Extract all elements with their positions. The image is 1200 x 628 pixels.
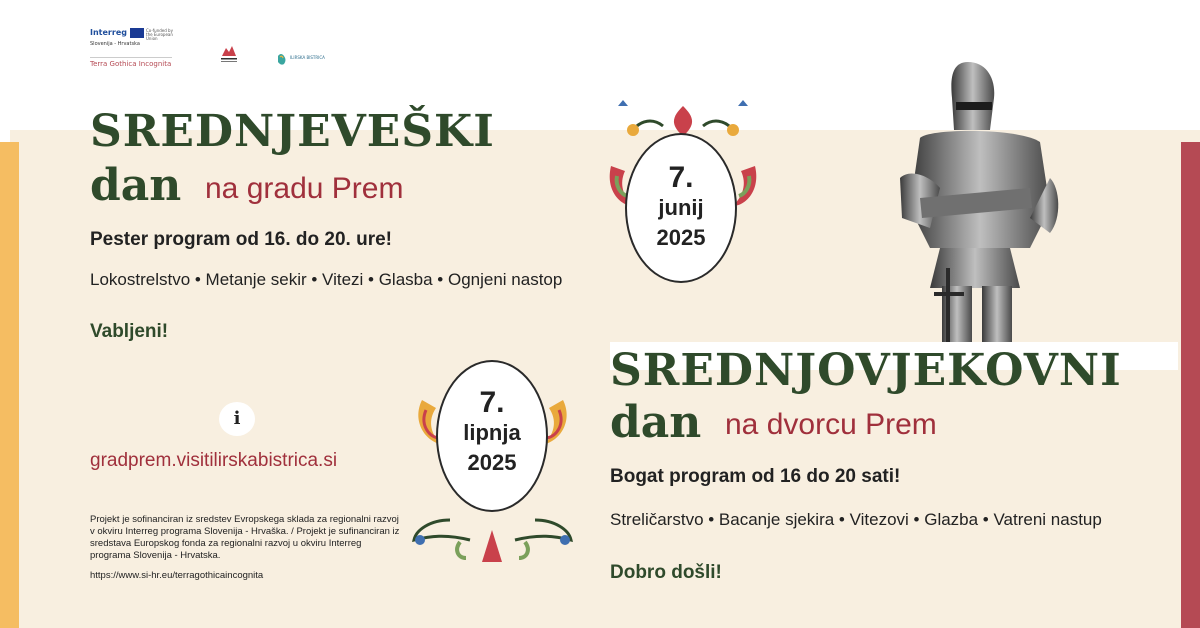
knight-armor-image	[890, 58, 1065, 343]
left-accent-bar	[0, 142, 19, 628]
slovene-title: SREDNJEVEŠKI	[90, 106, 495, 157]
slovene-welcome: Vabljeni!	[90, 321, 169, 342]
croatian-dan: dan	[610, 397, 702, 448]
slovene-dan: dan	[90, 160, 182, 211]
slovene-program: Pester program od 16. do 20. ure!	[90, 229, 392, 250]
eu-funding-text: Co-funded by the European Union	[146, 28, 173, 41]
date-badge-lipnja	[436, 360, 548, 512]
municipality-logo-icon	[218, 42, 240, 66]
croatian-program: Bogat program od 16 do 20 sati!	[610, 466, 901, 487]
date-day: 7.	[668, 161, 694, 194]
project-link[interactable]: https://www.si-hr.eu/terragothicaincognita	[90, 570, 264, 581]
croatian-subtitle: na dvorcu Prem	[725, 408, 937, 441]
date-year: 2025	[656, 225, 706, 250]
slovene-subtitle: na gradu Prem	[205, 172, 404, 205]
program-region: Slovenija - Hrvatska	[90, 41, 140, 47]
project-name: Terra Gothica Incognita	[90, 57, 172, 68]
croatian-activities: Streličarstvo • Bacanje sjekira • Vitezovi • Glazba • Vatreni nastup	[610, 510, 1102, 529]
funding-notice: Projekt je sofinanciran iz sredstev Evropskega sklada za regionalni razvoj v okviru Interreg programa Slovenija - Hrvaška. / Projekt je sufinanciran iz sredstava Europskog fonda za regionalni razvoj u okviru Interreg programa Slovenija - Hrvatska.	[90, 514, 400, 561]
eu-flag-icon	[130, 28, 144, 38]
partner-logos	[90, 28, 330, 70]
croatian-title: SREDNJOVJEKOVNI	[610, 345, 1122, 396]
ilirska-bistrica-label: ILIRSKA BISTRICA	[290, 55, 325, 60]
slovene-activities: Lokostrelstvo • Metanje sekir • Vitezi • Glasba • Ognjeni nastop	[90, 270, 563, 289]
date-badge-junij	[625, 133, 737, 283]
date-day: 7.	[479, 386, 505, 419]
info-icon: i	[219, 402, 255, 436]
right-accent-bar	[1181, 142, 1200, 628]
date-month: junij	[658, 195, 704, 220]
croatian-welcome: Dobro došli!	[610, 562, 722, 583]
website-link[interactable]: gradprem.visitilirskabistrica.si	[90, 450, 338, 471]
date-month: lipnja	[463, 420, 521, 445]
interreg-logo: Interreg	[90, 28, 127, 37]
date-year: 2025	[467, 450, 517, 475]
